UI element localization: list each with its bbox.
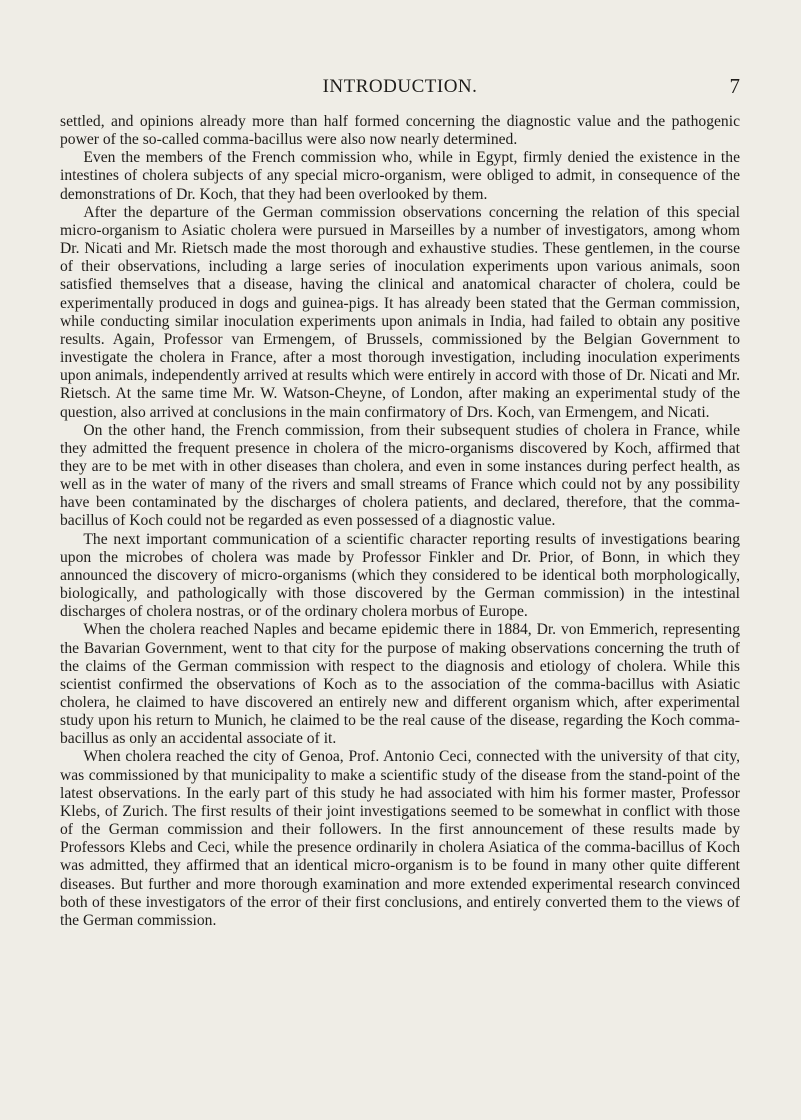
- paragraph: The next important communication of a scientific character reporting results of investigations bearing upon the microbes of cholera was made by Professor Finkler and Dr. Prior, of Bonn, in which they announced the discovery of micro-organisms (which they considered to be identical both morphologically, biologically, and pathologically with those discovered by the German commission) in the intestinal discharges of cholera nostras, or of the ordinary cholera morbus of Europe.: [60, 530, 740, 621]
- page-number: 7: [729, 74, 740, 98]
- paragraph: After the departure of the German commission observations concerning the relation of this special micro-organism to Asiatic cholera were pursued in Marseilles by a number of investigators, among whom Dr. Nicati and Mr. Rietsch made the most thorough and exhaustive studies. These gentlemen, in the course of their observations, including a large series of inoculation experiments upon various animals, soon satisfied themselves that a disease, having the clinical and anatomical character of cholera, could be experimentally produced in dogs and guinea-pigs. It has already been stated that the German commission, while conducting similar inoculation experiments upon animals in India, had failed to obtain any positive results. Again, Professor van Ermengem, of Brussels, commissioned by the Belgian Government to investigate the cholera in France, after a most thorough investigation, including inoculation experiments upon animals, independently arrived at results which were entirely in accord with those of Dr. Nicati and Mr. Rietsch. At the same time Mr. W. Watson-Cheyne, of London, after making an experimental study of the question, also arrived at conclusions in the main confirmatory of Drs. Koch, van Ermengem, and Nicati.: [60, 203, 740, 421]
- paragraph: settled, and opinions already more than half formed concerning the diagnostic value and the pathogenic power of the so-called comma-bacillus were also now nearly determined.: [60, 113, 740, 149]
- body-text: [60, 113, 740, 930]
- running-head: INTRODUCTION.: [322, 76, 478, 97]
- paragraph: When the cholera reached Naples and became epidemic there in 1884, Dr. von Emmerich, representing the Bavarian Government, went to that city for the purpose of making observations concerning the truth of the claims of the German commission with respect to the diagnosis and etiology of cholera. While this scientist confirmed the observations of Koch as to the association of the comma-bacillus with Asiatic cholera, he claimed to have discovered an entirely new and different organism which, after experimental study upon his return to Munich, he claimed to be the real cause of the disease, regarding the Koch comma-bacillus as only an accidental associate of it.: [60, 621, 740, 748]
- page-header: [60, 76, 740, 102]
- paragraph: On the other hand, the French commission, from their subsequent studies of cholera in France, while they admitted the frequent presence in cholera of the micro-organisms discovered by Koch, affirmed that they are to be met with in other diseases than cholera, and even in some instances during perfect health, as well as in the water of many of the rivers and small streams of France which could not by any possibility have been contaminated by the discharges of cholera patients, and declared, therefore, that the comma-bacillus of Koch could not be regarded as even possessed of a diagnostic value.: [60, 421, 740, 530]
- paragraph: Even the members of the French commission who, while in Egypt, firmly denied the existence in the intestines of cholera subjects of any special micro-organism, were obliged to admit, in consequence of the demonstrations of Dr. Koch, that they had been overlooked by them.: [60, 149, 740, 203]
- paragraph: When cholera reached the city of Genoa, Prof. Antonio Ceci, connected with the university of that city, was commissioned by that municipality to make a scientific study of the disease from the stand-point of the latest observations. In the early part of this study he had associated with him his former master, Professor Klebs, of Zurich. The first results of their joint investigations seemed to be somewhat in conflict with those of the German commission and their followers. In the first announcement of these results made by Professors Klebs and Ceci, while the presence ordinarily in cholera Asiatica of the comma-bacillus of Koch was admitted, they affirmed that an identical micro-organism is to be found in many other quite different diseases. But further and more thorough examination and more extended experimental research convinced both of these investigators of the error of their first conclusions, and entirely converted them to the views of the German commission.: [60, 748, 740, 929]
